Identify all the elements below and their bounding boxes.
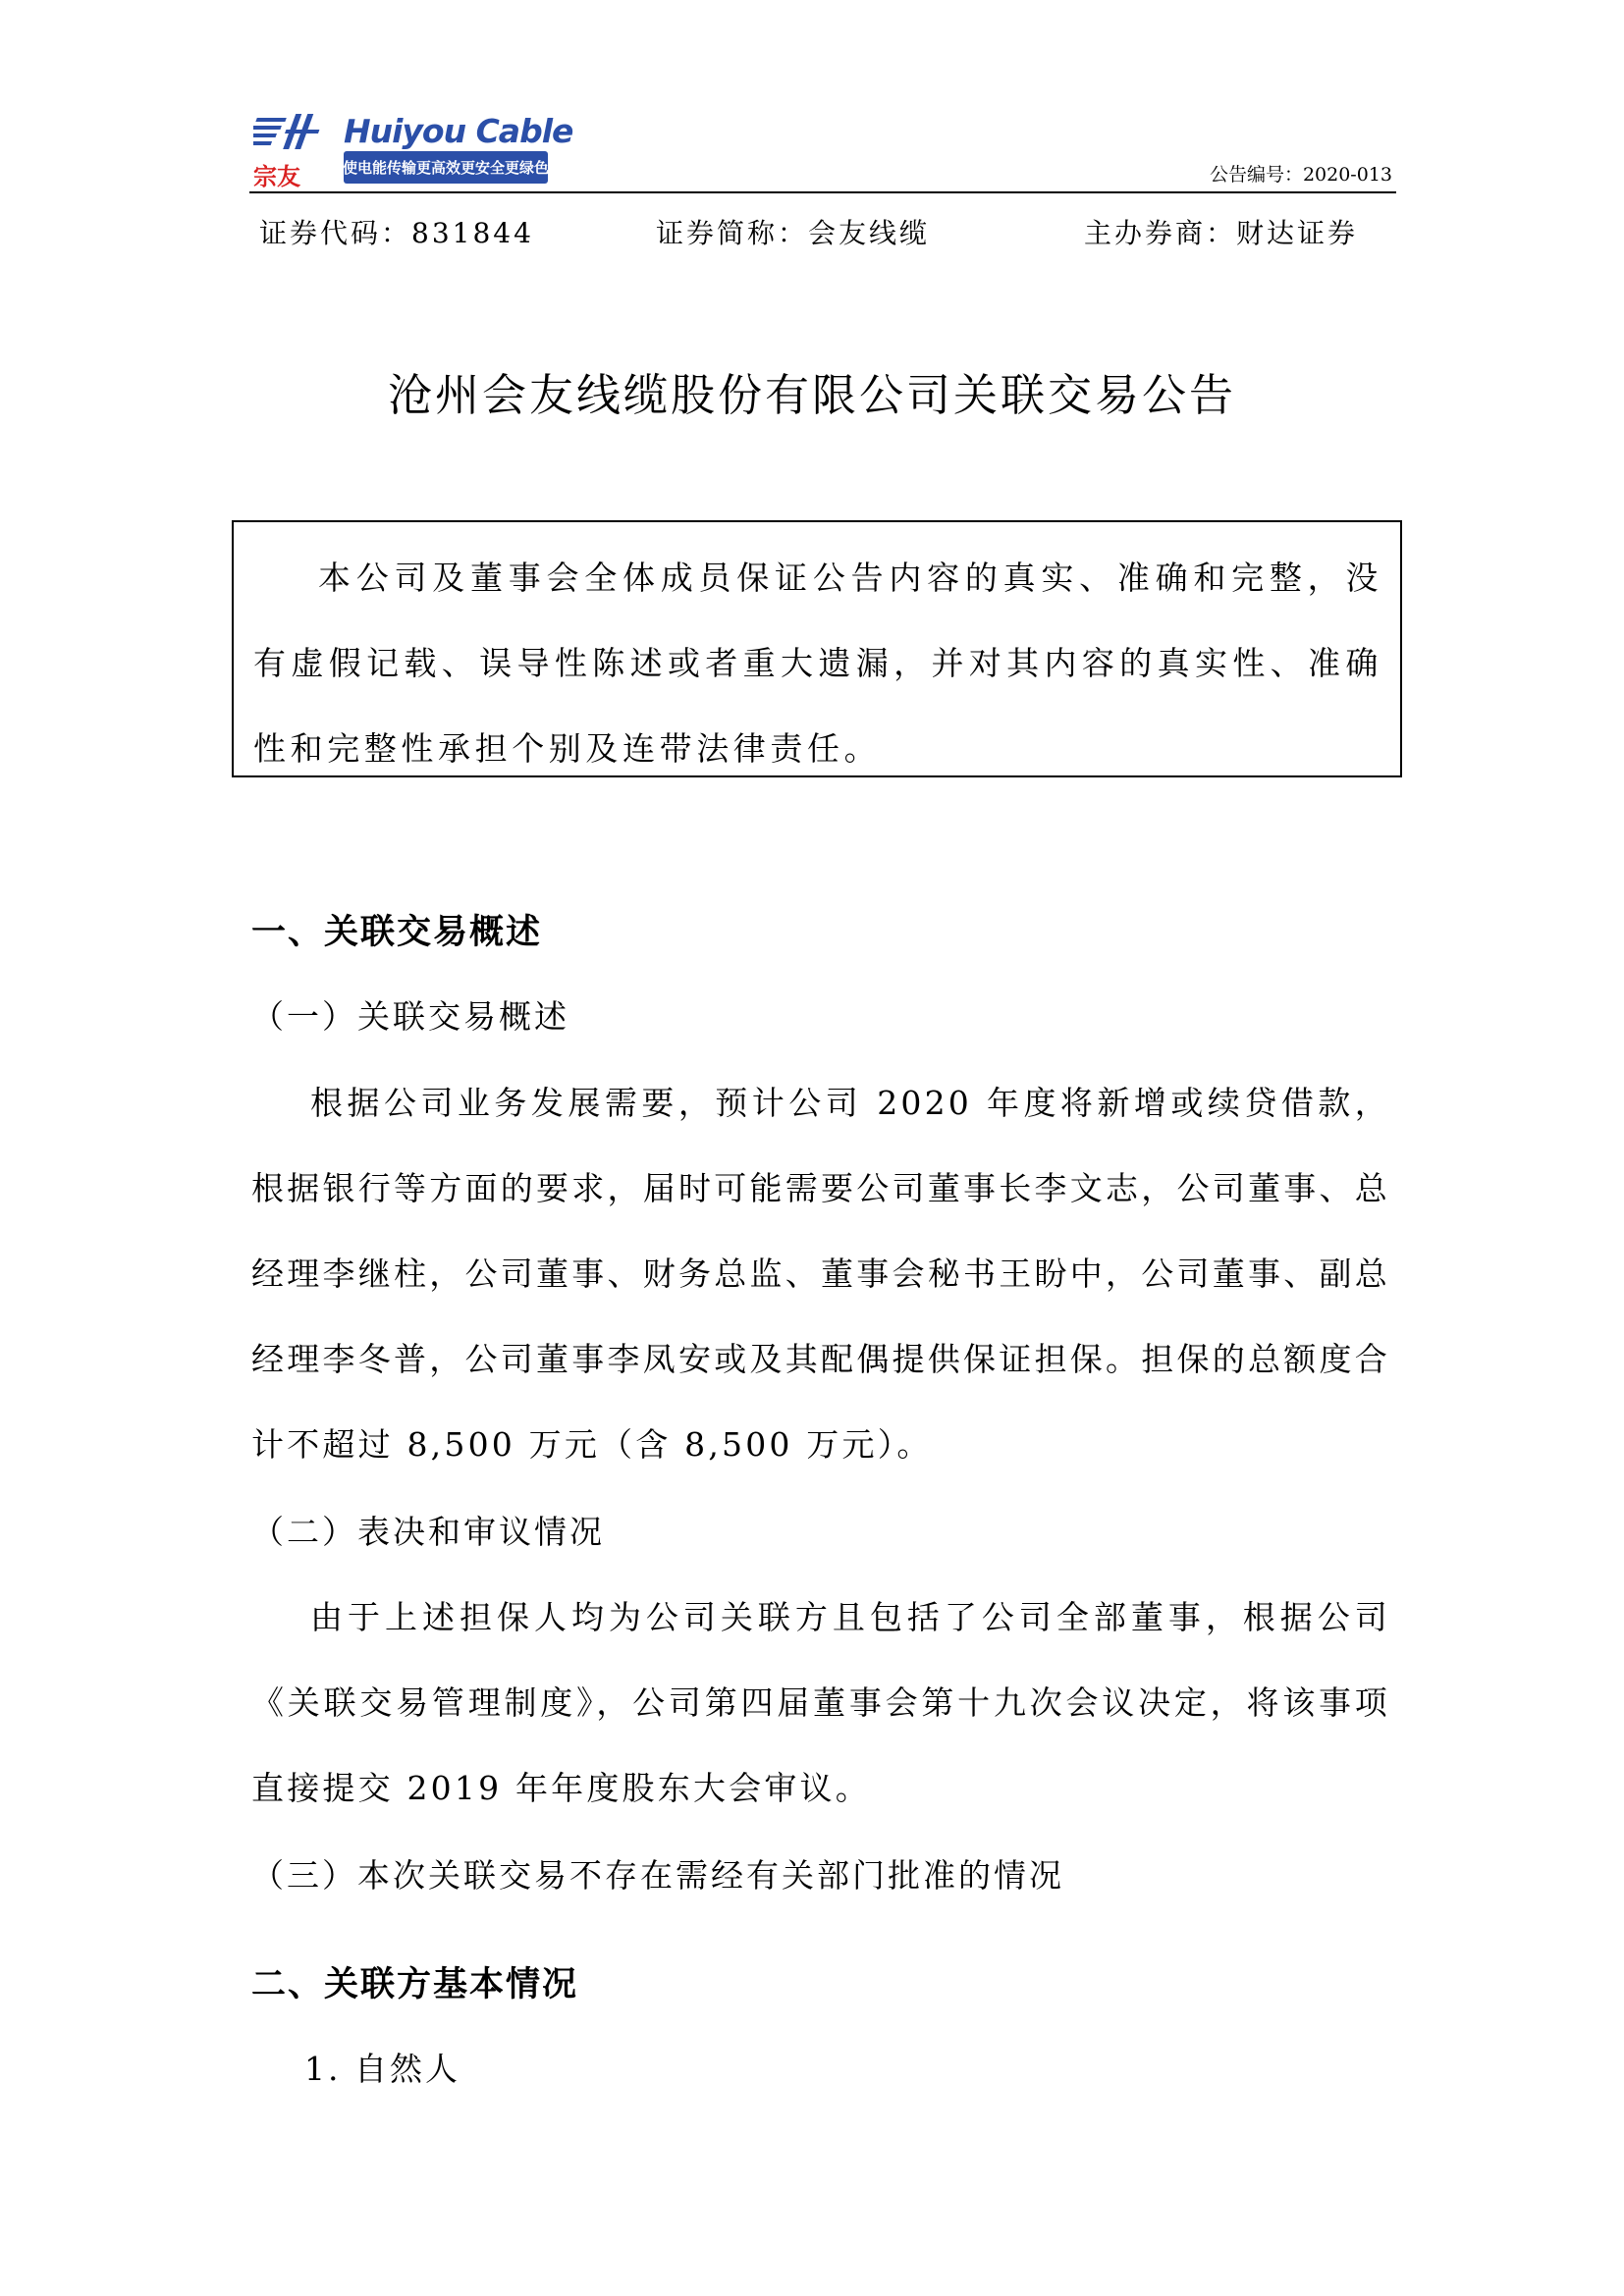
header-divider (249, 191, 1396, 193)
section-1-1-heading: （一）关联交易概述 (251, 997, 569, 1036)
company-logo (253, 112, 573, 190)
logo-brand-text: Huiyou Cable (344, 112, 573, 150)
disclaimer-text: 本公司及董事会全体成员保证公告内容的真实、准确和完整，没有虚假记载、误导性陈述或者重大遗漏，并对其内容的真实性、准确性和完整性承担个别及连带法律责任。 (253, 559, 1382, 768)
sponsor-broker: 主办券商：财达证券 (1084, 217, 1359, 249)
logo-mark-icon (253, 112, 340, 157)
stock-abbreviation: 证券简称：会友线缆 (656, 217, 931, 249)
section-1-2-heading: （二）表决和审议情况 (251, 1513, 605, 1551)
section-1-3-heading: （三）本次关联交易不存在需经有关部门批准的情况 (251, 1856, 1064, 1895)
page-title: 沧州会友线缆股份有限公司关联交易公告 (387, 369, 1236, 421)
section-1-2-body: 由于上述担保人均为公司关联方且包括了公司全部董事，根据公司《关联交易管理制度》，公司第四届董事会第十九次会议决定，将该事项直接提交 2019 年年度股东大会审议。 (251, 1598, 1390, 1807)
section-1-heading: 一、关联交易概述 (251, 912, 543, 952)
section-2-heading: 二、关联方基本情况 (251, 1964, 579, 2004)
disclaimer-box (232, 520, 1402, 777)
announcement-number: 公告编号：2020-013 (1209, 164, 1392, 186)
section-1-1-body: 根据公司业务发展需要，预计公司 2020 年度将新增或续贷借款，根据银行等方面的要求，届时可能需要公司董事长李文志，公司董事、总经理李继柱，公司董事、财务总监、董事会秘书王盼中，公司董事、副总经理李冬普，公司董事李凤安或及其配偶提供保证担保。担保的总额度合计不超过 8,500 万元（含 8,500 万元）。 (251, 1084, 1390, 1464)
logo-tagline: 使电能传输更高效更安全更绿色 (344, 151, 548, 184)
stock-code: 证券代码：831844 (259, 217, 534, 249)
logo-chinese-text: 宗友 (253, 163, 300, 190)
section-2-item-1: 1. 自然人 (304, 2050, 460, 2088)
